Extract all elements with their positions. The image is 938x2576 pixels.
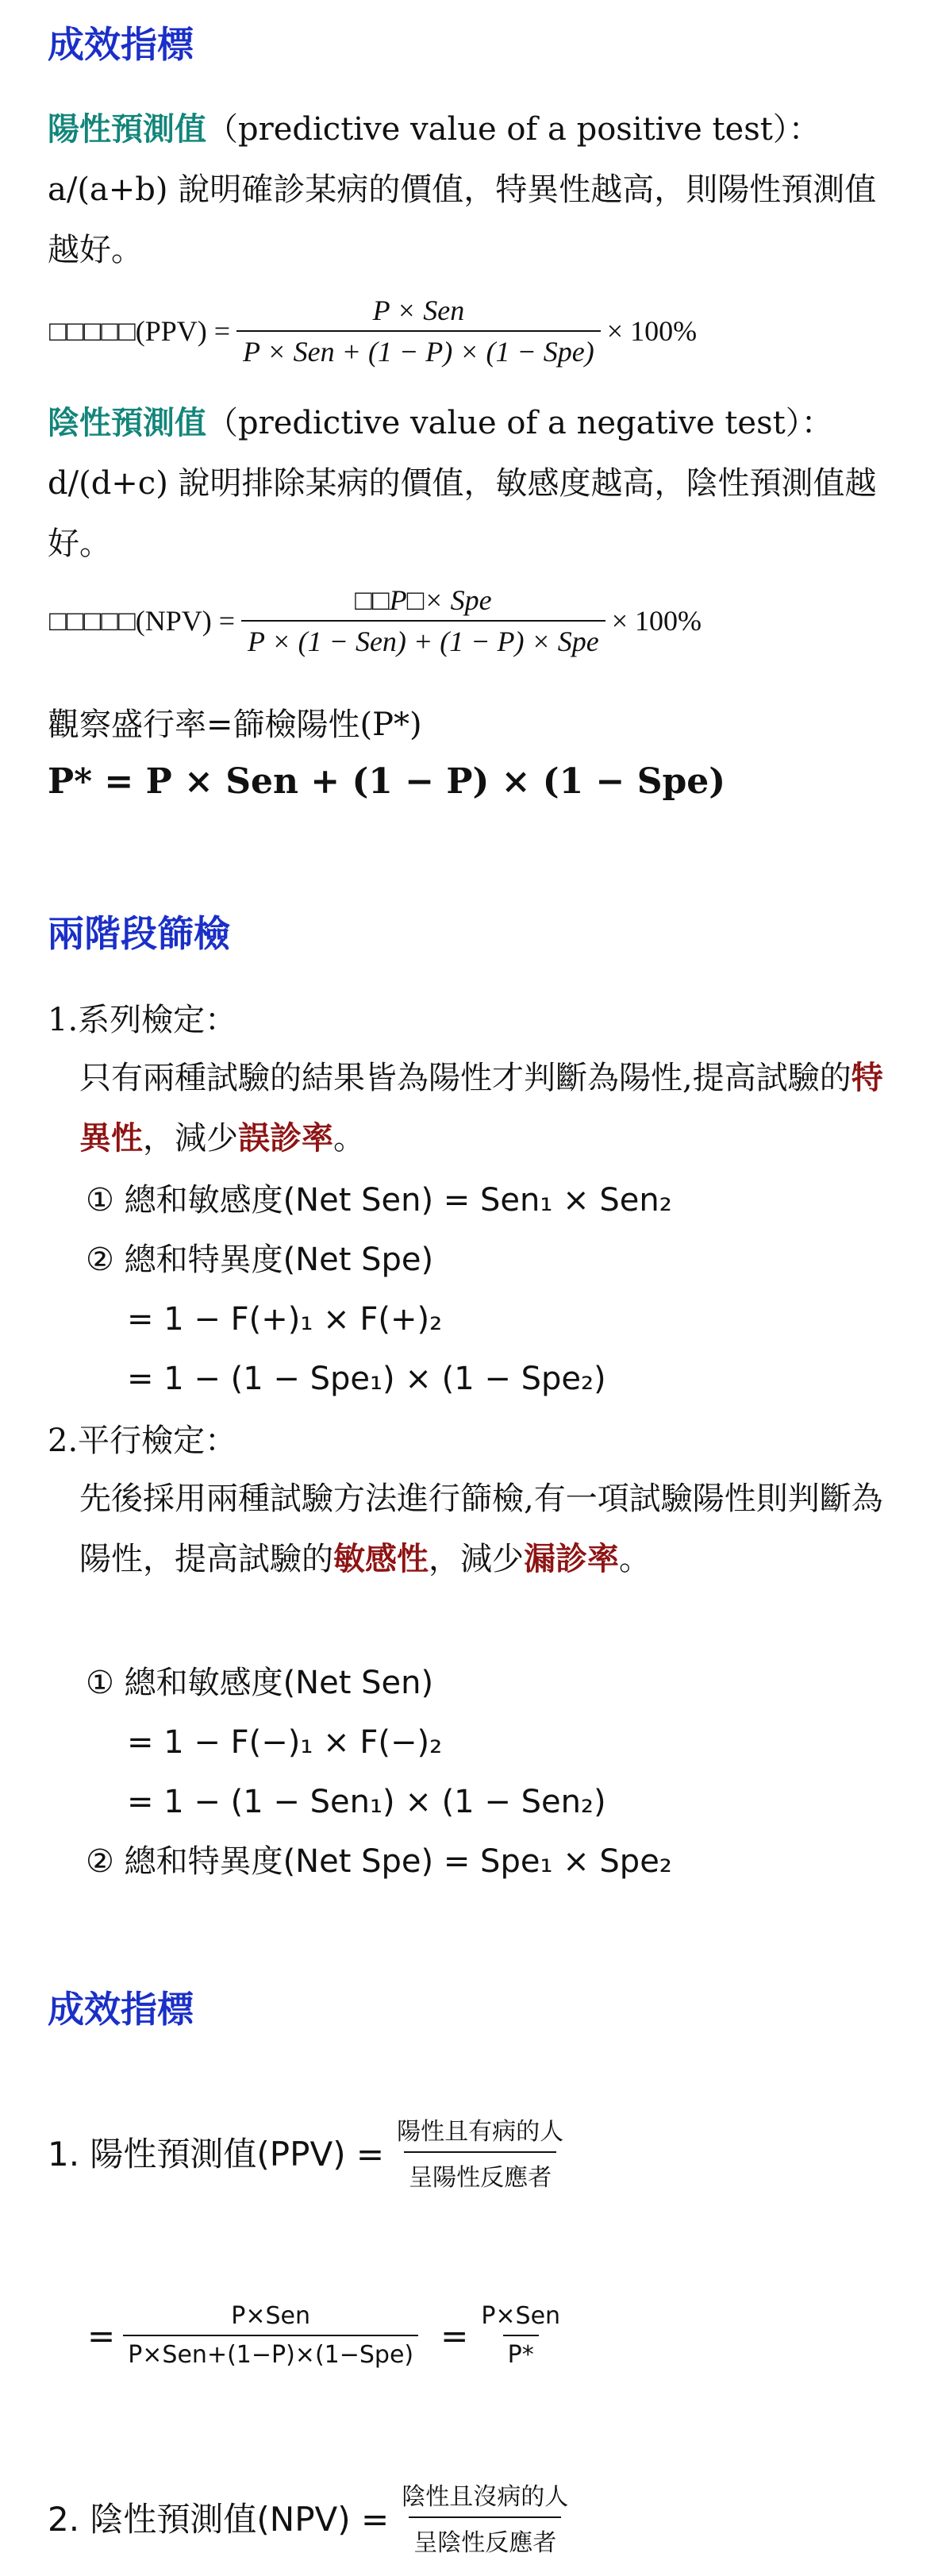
npv-definition-denominator: 呈陰性反應者 — [409, 2516, 561, 2558]
section-title-two-stage-screening: 兩階段篩檢 — [48, 912, 230, 955]
series-desc-text-2: ，減少 — [143, 1120, 238, 1157]
npv-definition-lhs: 2. 陰性預測值(NPV) = — [48, 2500, 390, 2539]
parallel-test-description — [79, 1469, 889, 1589]
npv-formula-denominator: P × (1 − Sen) + (1 − P) × Spe — [241, 620, 605, 658]
ppv-paragraph — [48, 99, 890, 280]
npv-formula-lhs: □□□□□(NPV) = — [49, 605, 236, 637]
npv-definition-numerator: 陰性且沒病的人 — [402, 2483, 569, 2511]
series-desc-text-3: 。 — [333, 1120, 365, 1157]
ppv-formula-lhs: □□□□□(PPV) = — [49, 315, 231, 347]
prevalence-formula: P* = P × Sen + (1 − P) × (1 − Spe) — [48, 761, 726, 802]
series-net-sen: ① 總和敏感度(Net Sen) = Sen₁ × Sen₂ — [86, 1182, 672, 1219]
ppv-formula-fraction — [236, 294, 601, 368]
parallel-net-spe: ② 總和特異度(Net Spe) = Spe₁ × Spe₂ — [86, 1843, 672, 1880]
ppv-expansion-denominator-2: P* — [503, 2335, 539, 2369]
ppv-expansion — [87, 2302, 573, 2369]
ppv-formula — [49, 294, 697, 368]
equals-sign: = — [87, 2316, 116, 2355]
npv-formula-rhs: × 100% — [611, 605, 702, 637]
npv-intro: （predictive value of a negative test）： — [206, 405, 833, 441]
npv-description: d/(d+c) 說明排除某病的價值，敏感度越高，陰性預測值越好。 — [48, 465, 877, 562]
npv-paragraph — [48, 393, 890, 574]
ppv-expansion-numerator-1: P×Sen — [231, 2302, 311, 2330]
specificity-highlight: 特異性 — [79, 1059, 883, 1157]
ppv-formula-numerator: P × Sen — [372, 295, 465, 326]
ppv-expansion-fraction-1 — [123, 2302, 418, 2369]
ppv-expansion-numerator-2: P×Sen — [481, 2302, 561, 2330]
npv-definition-fraction — [397, 2477, 573, 2558]
ppv-expansion-fraction-2 — [476, 2302, 565, 2369]
missed-diagnosis-highlight: 漏診率 — [524, 1540, 619, 1577]
series-test-heading: 1.系列檢定： — [48, 1002, 237, 1038]
ppv-term: 陽性預測值 — [48, 111, 206, 148]
parallel-net-sen-step1: = 1 − F(−)₁ × F(−)₂ — [127, 1724, 443, 1761]
ppv-expansion-denominator-1: P×Sen+(1−P)×(1−Spe) — [123, 2335, 418, 2369]
npv-formula — [49, 583, 702, 658]
npv-formula-numerator: □□P□× Spe — [355, 584, 492, 616]
parallel-desc-text: 先後採用兩種試驗方法進行篩檢,有一項試驗陽性則判斷為陽性，提高試驗的 — [79, 1481, 883, 1577]
ppv-definition-numerator: 陽性且有病的人 — [397, 2118, 564, 2146]
ppv-description: a/(a+b) 說明確診某病的價值，特異性越高，則陽性預測值越好。 — [48, 171, 877, 268]
section-title-indicators: 成效指標 — [48, 23, 194, 66]
series-test-description — [79, 1048, 889, 1169]
series-net-spe: ② 總和特異度(Net Spe) — [86, 1242, 434, 1278]
misdiagnosis-highlight: 誤診率 — [238, 1119, 333, 1157]
series-net-spe-step1: = 1 − F(+)₁ × F(+)₂ — [127, 1301, 443, 1338]
parallel-net-sen: ① 總和敏感度(Net Sen) — [86, 1665, 434, 1701]
ppv-intro: （predictive value of a positive test）： — [206, 111, 821, 148]
section-title-indicators-2: 成效指標 — [48, 1988, 194, 2031]
parallel-desc-text-3: 。 — [619, 1541, 651, 1577]
prevalence-label: 觀察盛行率=篩檢陽性(P*) — [48, 707, 422, 743]
ppv-definition-denominator: 呈陽性反應者 — [404, 2151, 556, 2193]
parallel-test-heading: 2.平行檢定： — [48, 1423, 237, 1459]
equals-sign-2: = — [440, 2316, 469, 2355]
sensitivity-highlight: 敏感性 — [333, 1540, 429, 1577]
ppv-formula-rhs: × 100% — [606, 315, 698, 347]
npv-term: 陰性預測值 — [48, 405, 206, 441]
series-desc-text: 只有兩種試驗的結果皆為陽性才判斷為陽性,提高試驗的 — [79, 1060, 852, 1096]
parallel-net-sen-step2: = 1 − (1 − Sen₁) × (1 − Sen₂) — [127, 1784, 606, 1820]
ppv-definition-fraction — [392, 2112, 568, 2193]
npv-definition — [48, 2477, 581, 2558]
ppv-formula-denominator: P × Sen + (1 − P) × (1 − Spe) — [236, 330, 601, 368]
series-net-spe-step2: = 1 − (1 − Spe₁) × (1 − Spe₂) — [127, 1361, 606, 1397]
ppv-definition-lhs: 1. 陽性預測值(PPV) = — [48, 2135, 385, 2174]
ppv-definition — [48, 2112, 576, 2193]
npv-formula-fraction — [241, 583, 605, 658]
parallel-desc-text-2: ，減少 — [429, 1541, 524, 1577]
